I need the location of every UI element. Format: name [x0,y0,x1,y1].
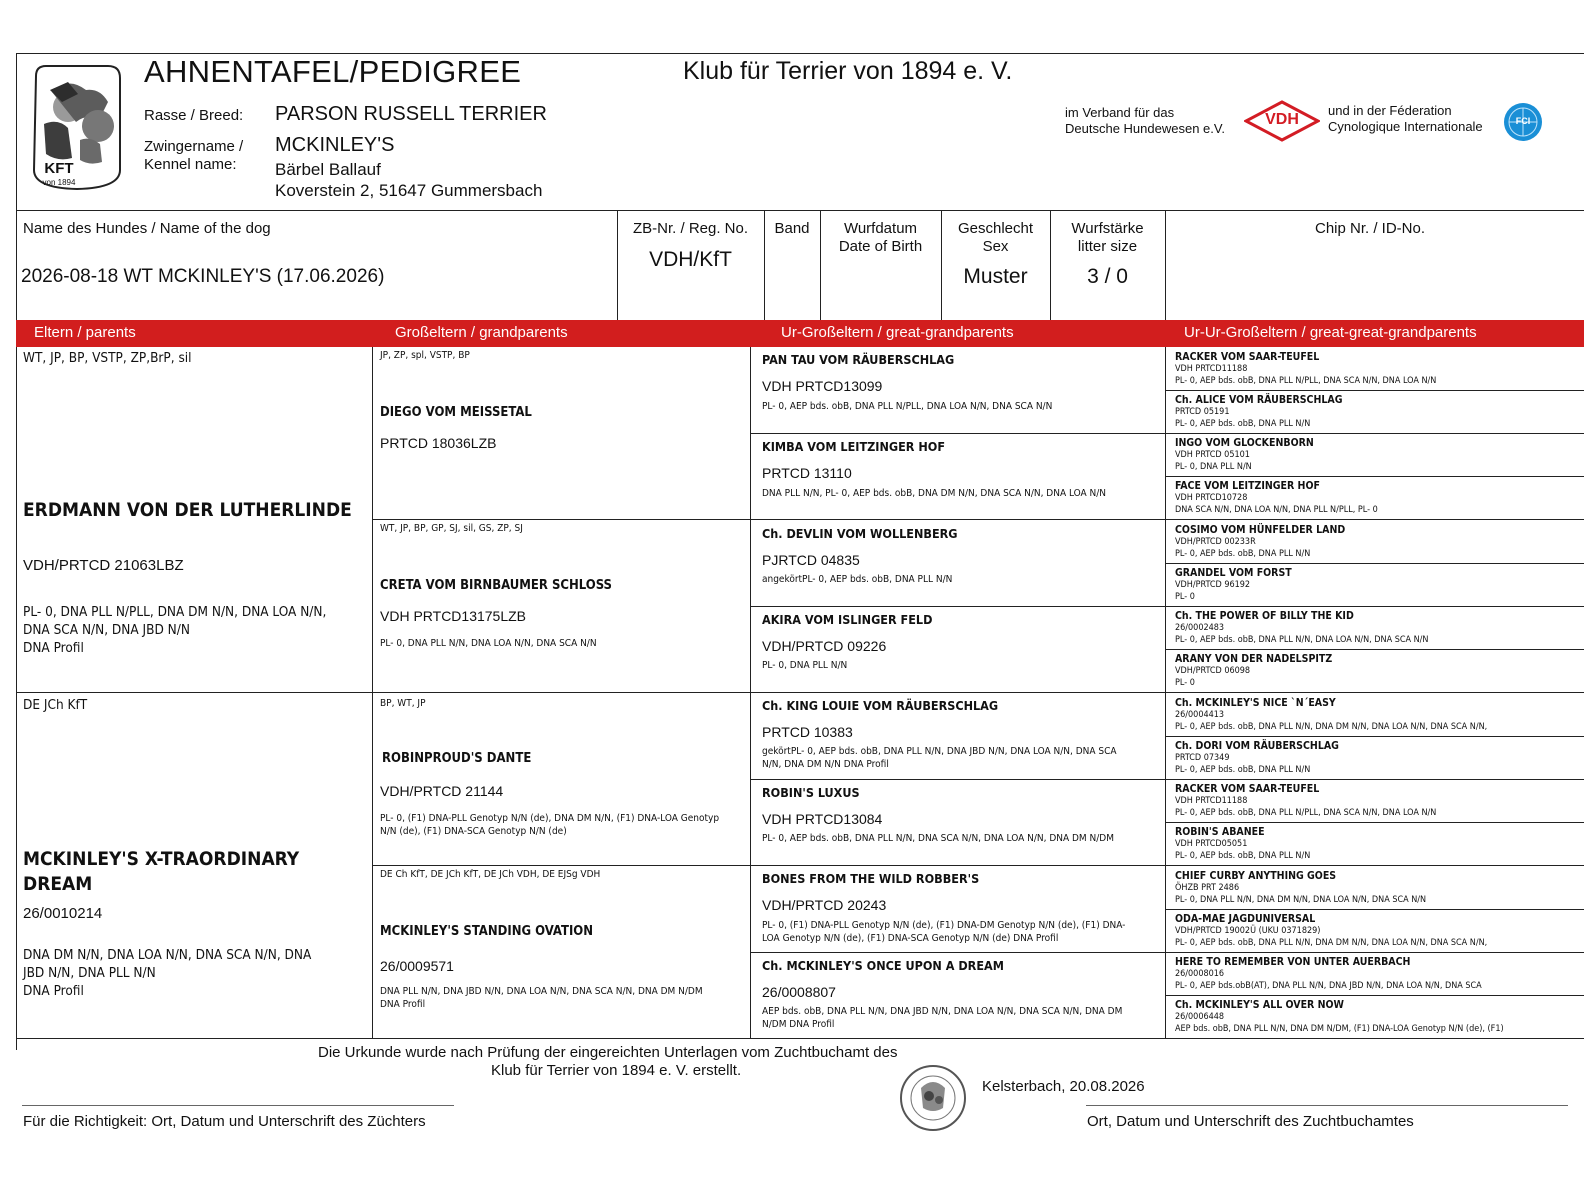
dog-name-label: Name des Hundes / Name of the dog [23,220,271,237]
gg-grandparent-name: Ch. ALICE VOM RÄUBERSCHLAG [1175,394,1343,406]
great-grandparent-health: PL- 0, AEP bds. obB, DNA PLL N/PLL, DNA LOA N/N, DNA SCA N/N [762,401,1053,412]
grandparent-name: DIEGO VOM MEISSETAL [380,405,532,420]
grandparent-health: DNA PLL N/N, DNA JBD N/N, DNA LOA N/N, DNA SCA N/N, DNA DM N/DM [380,986,703,997]
parent-health: PL- 0, DNA PLL N/PLL, DNA DM N/N, DNA LOA N/N, [23,604,327,620]
great-grandparent-reg: PRTCD 13110 [762,465,852,481]
parent-reg: VDH/PRTCD 21063LBZ [23,557,184,574]
grandparent-reg: PRTCD 18036LZB [380,435,497,451]
kennel-label-1: Zwingername / [144,138,244,155]
great-grandparent-name: Ch. MCKINLEY'S ONCE UPON A DREAM [762,958,1004,973]
parent-titles: DE JCh KfT [23,697,88,713]
gg-grandparent-reg: 26/0004413 [1175,710,1225,720]
col-parents: Eltern / parents [34,324,136,341]
kennel-label-2: Kennel name: [144,156,237,173]
parent-sire [16,347,372,692]
gg-grandparent-health: PL- 0, AEP bds. obB, DNA PLL N/PLL, DNA SCA N/N, DNA LOA N/N [1175,808,1437,818]
great-grandparent-cell [751,607,1165,693]
great-grandparent-reg: VDH/PRTCD 20243 [762,897,887,913]
page-title: AHNENTAFEL/PEDIGREE [144,54,522,89]
gg-grandparent-cell [1166,693,1584,736]
gg-grandparent-health: AEP bds. obB, DNA PLL N/N, DNA DM N/DM, (F1) DNA-LOA Genotyp N/N (de), (F1) [1175,1024,1504,1034]
gg-grandparent-reg: 26/0002483 [1175,623,1225,633]
grandparent-cell [373,520,750,692]
gg-grandparent-health: PL- 0, AEP bds. obB, DNA PLL N/N [1175,549,1311,559]
gg-grandparent-cell [1166,563,1584,606]
great-grandparent-cell [751,434,1165,520]
gg-grandparent-cell [1166,866,1584,909]
great-grandparent-health: AEP bds. obB, DNA PLL N/N, DNA JBD N/N, DNA LOA N/N, DNA SCA N/N, DNA DM [762,1006,1123,1017]
kft-logo-text: KFT [44,160,74,177]
grandparent-cell [373,866,750,1038]
gg-grandparent-cell [1166,909,1584,952]
gg-grandparent-health: PL- 0, AEP bds. obB, DNA PLL N/N [1175,851,1311,861]
gg-grandparent-health: PL- 0, AEP bds. obB, DNA PLL N/N [1175,765,1311,775]
gg-grandparent-health: PL- 0, AEP bds. obB, DNA PLL N/PLL, DNA SCA N/N, DNA LOA N/N [1175,376,1437,386]
owner-name: Bärbel Ballauf [275,160,381,179]
gg-grandparent-name: Ch. MCKINLEY'S ALL OVER NOW [1175,999,1344,1011]
office-seal-icon [899,1064,967,1132]
gg-grandparent-name: ARANY VON DER NADELSPITZ [1175,653,1333,665]
gg-grandparent-cell [1166,606,1584,649]
parent-name: MCKINLEY'S X-TRAORDINARY [23,848,300,870]
great-grandparent-name: PAN TAU VOM RÄUBERSCHLAG [762,352,955,367]
grandparent-cell [373,347,750,519]
great-grandparent-reg: 26/0008807 [762,984,836,1000]
gg-grandparent-health: PL- 0, AEP bds. obB, DNA PLL N/N, DNA DM N/N, DNA LOA N/N, DNA SCA N/N, [1175,722,1488,732]
great-grandparent-health: PL- 0, (F1) DNA-PLL Genotyp N/N (de), (F1) DNA-DM Genotyp N/N (de), (F1) DNA- [762,920,1126,931]
breeder-signature-label: Für die Richtigkeit: Ort, Datum und Unterschrift des Züchters [23,1113,426,1130]
parent-health: DNA DM N/N, DNA LOA N/N, DNA SCA N/N, DNA [23,947,312,963]
grandparent-name: CRETA VOM BIRNBAUMER SCHLOSS [380,578,612,593]
sex-label-1: Geschlecht [957,220,1034,237]
great-grandparent-name: Ch. KING LOUIE VOM RÄUBERSCHLAG [762,698,999,713]
grandparent-reg: VDH PRTCD13175LZB [380,608,527,624]
gg-grandparent-reg: 26/0006448 [1175,1012,1225,1022]
gg-grandparent-cell [1166,952,1584,995]
great-grandparent-name: Ch. DEVLIN VOM WOLLENBERG [762,526,958,541]
grandparent-titles: WT, JP, BP, GP, SJ, sil, GS, ZP, SJ [380,523,523,534]
dog-name-value: 2026-08-18 WT MCKINLEY'S (17.06.2026) [21,266,385,287]
gg-grandparent-name: CHIEF CURBY ANYTHING GOES [1175,870,1337,882]
gg-grandparent-health: PL- 0 [1175,592,1195,602]
great-grandparent-health: PL- 0, AEP bds. obB, DNA PLL N/N, DNA SCA N/N, DNA LOA N/N, DNA DM N/DM [762,833,1114,844]
parent-name: ERDMANN VON DER LUTHERLINDE [23,499,352,521]
gg-grandparent-health: PL- 0, AEP bds. obB, DNA PLL N/N, DNA DM N/N, DNA LOA N/N, DNA SCA N/N, [1175,938,1488,948]
grandparent-health: N/N (de), (F1) DNA-SCA Genotyp N/N (de) [380,826,567,837]
great-grandparent-cell [751,347,1165,433]
club-name: Klub für Terrier von 1894 e. V. [683,57,1013,85]
gg-grandparent-reg: VDH/PRTCD 19002Ü (UKU 0371829) [1175,926,1321,936]
great-grandparent-cell [751,520,1165,606]
parent-reg: 26/0010214 [23,905,103,922]
gg-grandparent-name: INGO VOM GLOCKENBORN [1175,437,1314,449]
great-grandparent-health: DNA PLL N/N, PL- 0, AEP bds. obB, DNA DM N/N, DNA SCA N/N, DNA LOA N/N [762,488,1107,499]
gg-grandparent-reg: VDH/PRTCD 06098 [1175,666,1251,676]
gg-grandparent-reg: VDH PRTCD 05101 [1175,450,1250,460]
great-grandparent-name: BONES FROM THE WILD ROBBER'S [762,871,980,886]
great-grandparent-name: ROBIN'S LUXUS [762,785,860,800]
office-signature-label: Ort, Datum und Unterschrift des Zuchtbuchamtes [1087,1113,1414,1130]
grandparent-health: PL- 0, DNA PLL N/N, DNA LOA N/N, DNA SCA N/N [380,638,597,649]
gg-grandparent-cell [1166,520,1584,563]
gg-grandparent-name: Ch. THE POWER OF BILLY THE KID [1175,610,1354,622]
gg-grandparent-health: PL- 0, AEP bds. obB, DNA PLL N/N [1175,419,1311,429]
gg-grandparent-health: PL- 0 [1175,678,1195,688]
vdh-text-1: im Verband für das [1065,105,1175,120]
litter-label-2: litter size [1077,238,1138,255]
gg-grandparent-reg: VDH/PRTCD 00233R [1175,537,1256,547]
gg-grandparent-reg: PRTCD 05191 [1175,407,1230,417]
gg-grandparent-name: FACE VOM LEITZINGER HOF [1175,480,1320,492]
dob-label-1: Wurfdatum [843,220,918,237]
col-great-grandparents: Ur-Großeltern / great-grandparents [781,324,1014,341]
gg-grandparent-reg: ÖHZB PRT 2486 [1175,883,1240,893]
great-grandparent-reg: VDH PRTCD13084 [762,811,883,827]
col-grandparents: Großeltern / grandparents [395,324,568,341]
fci-text-1: und in der Féderation [1328,103,1452,118]
litter-label-1: Wurfstärke [1071,220,1144,237]
fci-logo-text: FCI [1515,116,1531,126]
col-great-great-grandparents: Ur-Ur-Großeltern / great-great-grandparents [1184,324,1477,341]
sex-label-2: Sex [982,238,1009,255]
gg-grandparent-name: RACKER VOM SAAR-TEUFEL [1175,351,1320,363]
kennel-value: MCKINLEY'S [275,134,395,156]
great-grandparent-health: LOA Genotyp N/N (de), (F1) DNA-SCA Genotyp N/N (de) DNA Profil [762,933,1059,944]
parent-health: DNA Profil [23,983,84,999]
parent-titles: WT, JP, BP, VSTP, ZP,BrP, sil [23,350,192,366]
gg-grandparent-health: PL- 0, AEP bds. obB, DNA PLL N/N, DNA LOA N/N, DNA SCA N/N [1175,635,1429,645]
gg-grandparent-reg: 26/0008016 [1175,969,1225,979]
gg-grandparent-health: PL- 0, AEP bds.obB(AT), DNA PLL N/N, DNA JBD N/N, DNA LOA N/N, DNA SCA [1175,981,1482,991]
gg-grandparent-reg: VDH PRTCD10728 [1175,493,1248,503]
gg-grandparent-reg: PRTCD 07349 [1175,753,1230,763]
gg-grandparent-name: GRANDEL VOM FORST [1175,567,1292,579]
gg-grandparent-name: COSIMO VOM HÜNFELDER LAND [1175,524,1346,536]
gg-grandparent-cell [1166,822,1584,865]
great-grandparent-name: AKIRA VOM ISLINGER FELD [762,612,933,627]
dob-label-2: Date of Birth [838,238,923,255]
grandparent-health: DNA Profil [380,999,426,1010]
grandparent-health: PL- 0, (F1) DNA-PLL Genotyp N/N (de), DNA DM N/N, (F1) DNA-LOA Genotyp [380,813,720,824]
gg-grandparent-reg: VDH PRTCD11188 [1175,364,1248,374]
reg-label: ZB-Nr. / Reg. No. [632,220,749,237]
gg-grandparent-cell [1166,779,1584,822]
gg-grandparent-health: DNA SCA N/N, DNA LOA N/N, DNA PLL N/PLL, PL- 0 [1175,505,1378,515]
grandparent-titles: DE Ch KfT, DE JCh KfT, DE JCh VDH, DE EJSg VDH [380,869,601,880]
gg-grandparent-name: ODA-MAE JAGDUNIVERSAL [1175,913,1316,925]
parent-name: DREAM [23,873,93,895]
gg-grandparent-reg: VDH PRTCD05051 [1175,839,1248,849]
fci-logo [1502,101,1544,143]
certificate-text-2: Klub für Terrier von 1894 e. V. erstellt. [491,1062,742,1079]
gg-grandparent-cell [1166,390,1584,433]
gg-grandparent-cell [1166,995,1584,1038]
great-grandparent-cell [751,953,1165,1039]
parent-health: JBD N/N, DNA PLL N/N [23,965,156,981]
grandparent-titles: BP, WT, JP [380,698,426,709]
kft-logo-subtext: von 1894 [42,178,76,187]
great-grandparent-name: KIMBA VOM LEITZINGER HOF [762,439,946,454]
gg-grandparent-reg: VDH PRTCD11188 [1175,796,1248,806]
breed-value: PARSON RUSSELL TERRIER [275,103,547,125]
gg-grandparent-health: PL- 0, DNA PLL N/N, DNA DM N/N, DNA LOA N/N, DNA SCA N/N [1175,895,1427,905]
gg-grandparent-cell [1166,347,1584,390]
reg-value: VDH/KfT [649,248,732,271]
gg-grandparent-cell [1166,433,1584,476]
great-grandparent-health: N/DM DNA Profil [762,1019,835,1030]
great-grandparent-reg: PRTCD 10383 [762,724,853,740]
gg-grandparent-cell [1166,476,1584,519]
band-label: Band [774,220,810,237]
gg-grandparent-name: RACKER VOM SAAR-TEUFEL [1175,783,1320,795]
grandparent-name: MCKINLEY'S STANDING OVATION [380,924,594,939]
gg-grandparent-name: Ch. DORI VOM RÄUBERSCHLAG [1175,740,1339,752]
great-grandparent-health: PL- 0, DNA PLL N/N [762,660,848,671]
grandparent-reg: VDH/PRTCD 21144 [380,783,504,799]
certificate-text-1: Die Urkunde wurde nach Prüfung der eingereichten Unterlagen vom Zuchtbuchamt des [318,1044,898,1061]
great-grandparent-reg: VDH/PRTCD 09226 [762,638,887,654]
vdh-text-2: Deutsche Hundewesen e.V. [1065,121,1225,136]
gg-grandparent-health: PL- 0, DNA PLL N/N [1175,462,1252,472]
parent-health: DNA SCA N/N, DNA JBD N/N [23,622,190,638]
sex-value: Muster [963,265,1028,288]
gg-grandparent-cell [1166,736,1584,779]
issue-place-date: Kelsterbach, 20.08.2026 [982,1078,1145,1095]
gg-grandparent-cell [1166,649,1584,692]
parent-dam [16,692,372,1038]
grandparent-name: ROBINPROUD'S DANTE [382,751,532,766]
parent-health: DNA Profil [23,640,84,656]
column-header-band [16,320,1584,347]
grandparent-titles: JP, ZP, spl, VSTP, BP [380,350,470,361]
great-grandparent-reg: VDH PRTCD13099 [762,378,883,394]
grandparent-cell [373,693,750,865]
vdh-logo [1244,100,1320,142]
gg-grandparent-name: ROBIN'S ABANEE [1175,826,1265,838]
grandparent-reg: 26/0009571 [380,958,454,974]
great-grandparent-health: angekörtPL- 0, AEP bds. obB, DNA PLL N/N [762,574,953,585]
gg-grandparent-name: Ch. MCKINLEY'S NICE `N´EASY [1175,697,1336,709]
litter-value: 3 / 0 [1087,265,1128,288]
gg-grandparent-reg: VDH/PRTCD 96192 [1175,580,1251,590]
great-grandparent-cell [751,780,1165,866]
chip-label: Chip Nr. / ID-No. [1314,220,1426,237]
kft-logo [28,62,126,192]
owner-address: Koverstein 2, 51647 Gummersbach [275,181,543,200]
great-grandparent-health: N/N, DNA DM N/N DNA Profil [762,759,889,770]
vdh-logo-text: VDH [1265,111,1299,128]
great-grandparent-cell [751,693,1165,779]
fci-text-2: Cynologique Internationale [1328,119,1483,134]
gg-grandparent-name: HERE TO REMEMBER VON UNTER AUERBACH [1175,956,1411,968]
great-grandparent-health: gekörtPL- 0, AEP bds. obB, DNA PLL N/N, DNA JBD N/N, DNA LOA N/N, DNA SCA [762,746,1117,757]
great-grandparent-reg: PJRTCD 04835 [762,552,860,568]
great-grandparent-cell [751,866,1165,952]
breed-label: Rasse / Breed: [144,107,244,124]
